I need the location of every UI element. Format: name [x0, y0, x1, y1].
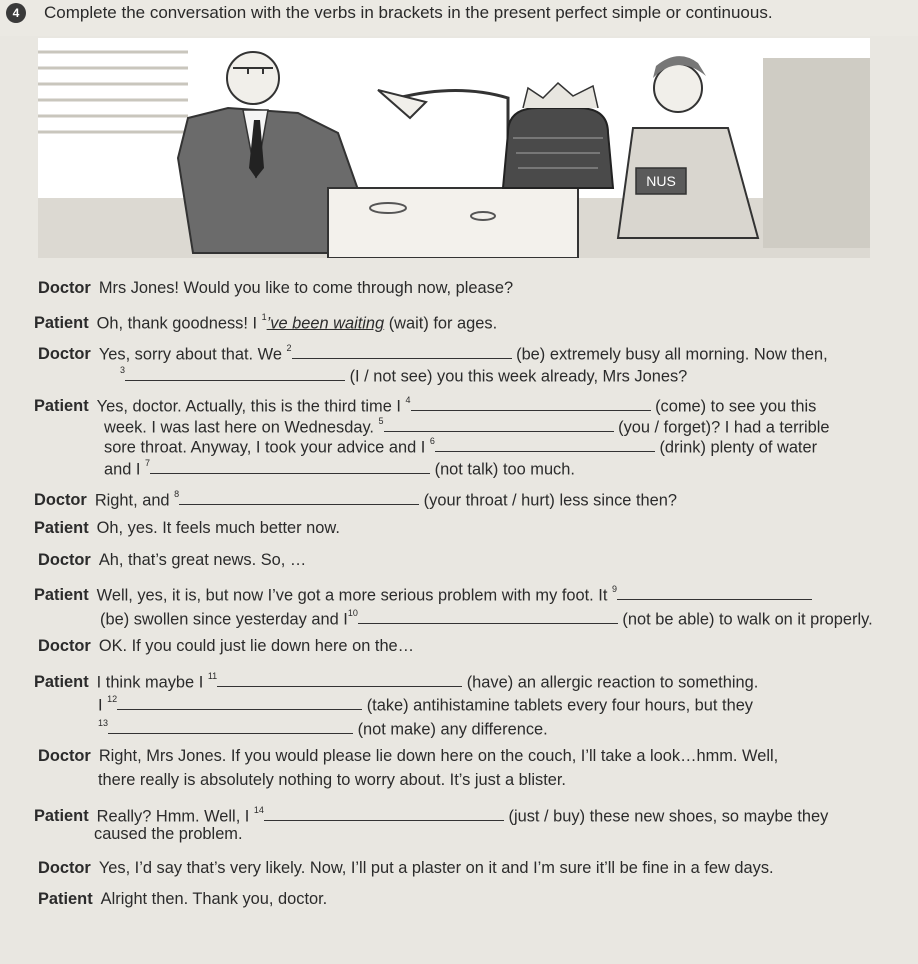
dialogue-line: Patient Really? Hmm. Well, I $^{14}$ (just / buy) these new shoes, so maybe they	[34, 805, 829, 826]
bag-label: NUS	[646, 173, 676, 189]
answer-blank[interactable]	[108, 719, 353, 734]
answer-blank[interactable]	[150, 459, 430, 474]
gap-number: 1	[261, 312, 267, 322]
line-text: you this week already, Mrs Jones?	[437, 367, 688, 386]
gap-number: 4	[405, 395, 411, 405]
dialogue-line	[38, 858, 774, 878]
line-text: and I	[104, 460, 141, 479]
answer-blank[interactable]	[125, 366, 345, 381]
line-text: Right, and	[94, 491, 170, 510]
dialogue-line: sore throat. Anyway, I took your advice and I $^6$ (drink) plenty of water	[104, 436, 818, 457]
verb-prompt: not be able	[627, 610, 709, 629]
verb-prompt: your throat / hurt	[429, 491, 550, 510]
speaker-label: Patient	[34, 807, 89, 826]
answer-blank[interactable]	[264, 806, 504, 821]
gap-number: 3	[120, 365, 126, 375]
line-text: I	[98, 696, 103, 715]
answer-blank[interactable]	[217, 672, 462, 687]
line-text: for ages.	[433, 314, 498, 333]
gap-number: 5	[378, 416, 384, 426]
gap-number: 2	[286, 343, 292, 353]
verb-prompt: have	[472, 673, 508, 692]
gap-number: 10	[347, 608, 358, 618]
dialogue-line: (be) swollen since yesterday and $I^{10}$ (not be able) to walk on it properly.	[100, 608, 873, 629]
line-text: sore throat. Anyway, I took your advice and I	[104, 438, 426, 457]
dialogue-line	[34, 581, 812, 605]
dialogue-line	[38, 636, 414, 656]
verb-prompt: be	[105, 610, 124, 629]
speaker-label: Patient	[38, 890, 93, 908]
line-text: Yes, doctor. Actually, this is the third time I	[96, 397, 401, 416]
line-text: swollen since yesterday and I	[133, 610, 348, 629]
example-answer: ’ve been waiting	[266, 314, 385, 333]
line-text: caused the problem.	[94, 825, 243, 843]
gap-number: 13	[98, 718, 109, 728]
line-text: week. I was last here on Wednesday.	[104, 418, 374, 437]
dialogue-line	[38, 550, 306, 570]
line-text: these new shoes, so maybe they	[589, 807, 829, 826]
verb-prompt: be	[521, 345, 540, 364]
speaker-label: Patient	[34, 314, 89, 333]
verb-prompt: come	[660, 397, 701, 416]
answer-blank[interactable]	[117, 695, 362, 710]
line-text: Really? Hmm. Well, I	[96, 807, 250, 826]
line-text: Well, yes, it is, but now I’ve got a more serious problem with my foot. It	[96, 586, 608, 605]
line-text: antihistamine tablets every four hours, but they	[413, 696, 754, 715]
dialogue-line	[38, 746, 778, 766]
answer-blank[interactable]	[384, 417, 614, 432]
dialogue-line: $^{13}$ (not make) any difference.	[98, 718, 548, 739]
gap-number: 6	[429, 436, 435, 446]
line-text: less since then?	[559, 491, 677, 510]
speaker-label: Doctor	[38, 859, 91, 877]
gap-number: 12	[107, 694, 118, 704]
answer-blank[interactable]	[435, 437, 655, 452]
exercise-number-badge: 4	[6, 3, 26, 23]
dialogue-line: Doctor Yes, sorry about that. We $^2$ (be) extremely busy all morning. Now then,	[38, 343, 828, 364]
dialogue-line: Patient Yes, doctor. Actually, this is the third time I $^4$ (come) to see you this	[34, 395, 817, 416]
dialogue-line	[34, 518, 340, 538]
line-text: OK. If you could just lie down here on the…	[98, 637, 415, 655]
line-text: Yes, sorry about that. We	[98, 345, 282, 364]
speaker-label: Doctor	[38, 551, 91, 569]
dialogue-line: Patient I think maybe I $^{11}$ (have) an allergic reaction to something.	[34, 671, 759, 692]
line-text: I think maybe I	[96, 673, 204, 692]
line-text: Yes, I’d say that’s very likely. Now, I’ll put a plaster on it and I’m sure it’ll be fine in a few days.	[98, 859, 774, 877]
answer-blank[interactable]	[179, 490, 419, 505]
exercise-header	[0, 0, 918, 36]
line-text: Oh, thank goodness! I	[96, 314, 258, 333]
line-text: plenty of water	[710, 438, 818, 457]
answer-blank[interactable]	[292, 344, 512, 359]
answer-blank[interactable]	[617, 585, 812, 600]
verb-prompt: I / not see	[355, 367, 428, 386]
verb-prompt: not make	[363, 720, 431, 739]
gap-number: 11	[207, 671, 218, 681]
dialogue-line: Patient Oh, thank goodness! I $^1$’ve been waiting (wait) for ages.	[34, 312, 498, 333]
answer-blank[interactable]	[411, 396, 651, 411]
gap-number: 7	[145, 458, 151, 468]
line-text: ? I had a terrible	[711, 418, 830, 437]
line-text: Oh, yes. It feels much better now.	[96, 519, 340, 537]
verb-prompt: drink	[664, 438, 701, 457]
speaker-label: Doctor	[34, 491, 87, 510]
speaker-label: Doctor	[38, 637, 91, 655]
speaker-label: Patient	[34, 519, 89, 537]
desk	[328, 188, 578, 258]
exercise-instruction: Complete the conversation with the verbs in brackets in the present perfect simple or continuous.	[44, 3, 773, 22]
dialogue-line	[38, 889, 327, 909]
speaker-label: Doctor	[38, 747, 91, 765]
line-text: Mrs Jones! Would you like to come through now, please?	[98, 279, 514, 297]
line-text: an allergic reaction to something.	[517, 673, 759, 692]
dialogue-line: and I $^7$ (not talk) too much.	[104, 458, 575, 479]
dialogue-line	[98, 770, 566, 790]
line-text: any difference.	[440, 720, 548, 739]
line-text: extremely busy all morning. Now then,	[549, 345, 828, 364]
speaker-label: Patient	[34, 586, 89, 605]
answer-blank[interactable]	[358, 609, 618, 624]
doctor-patient-illustration	[38, 38, 870, 258]
verb-prompt: just / buy	[513, 807, 580, 826]
gap-number: 9	[611, 584, 617, 594]
gap-number: 8	[174, 489, 180, 499]
verb-prompt: take	[372, 696, 404, 715]
speaker-label: Doctor	[38, 345, 91, 364]
speaker-label: Patient	[34, 397, 89, 416]
speaker-label: Patient	[34, 673, 89, 692]
line-text: too much.	[502, 460, 575, 479]
dialogue-line: Doctor Right, and $^8$ (your throat / hurt) less since then?	[34, 489, 677, 510]
verb-prompt: wait	[394, 314, 424, 333]
dialogue-line: week. I was last here on Wednesday. $^5$ (you / forget)? I had a terrible	[104, 416, 830, 437]
line-text: Ah, that’s great news. So, …	[98, 551, 307, 569]
line-text: Right, Mrs Jones. If you would please lie down here on the couch, I’ll take a look…hmm. Well,	[98, 747, 779, 765]
dialogue-line: $^3$ (I / not see) you this week already, Mrs Jones?	[120, 365, 688, 386]
dialogue-line	[94, 824, 243, 844]
line-text: to see you this	[710, 397, 817, 416]
speaker-label: Doctor	[38, 279, 91, 297]
line-text: Alright then. Thank you, doctor.	[100, 890, 328, 908]
line-text: there really is absolutely nothing to worry about. It’s just a blister.	[98, 771, 566, 789]
dialogue-line	[38, 278, 513, 298]
dialogue-line: I $^{12}$ (take) antihistamine tablets every four hours, but they	[98, 694, 754, 715]
gap-number: 14	[253, 805, 264, 815]
line-text: to walk on it properly.	[719, 610, 873, 629]
verb-prompt: you / forget	[623, 418, 706, 437]
verb-prompt: not talk	[440, 460, 493, 479]
